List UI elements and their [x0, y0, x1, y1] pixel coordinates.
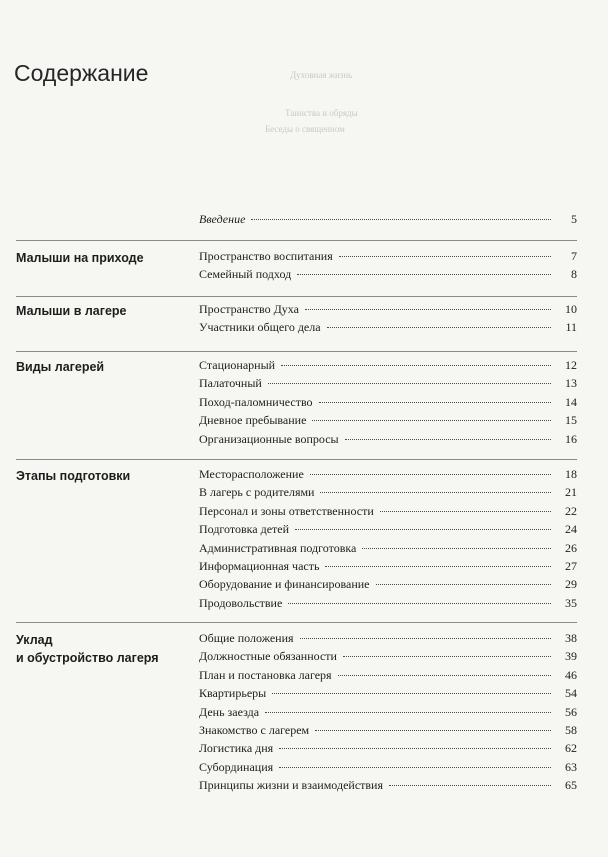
- toc-entry[interactable]: [199, 413, 577, 431]
- toc-entry[interactable]: [199, 760, 577, 778]
- toc-entry-label: Стационарный: [199, 358, 276, 372]
- section-title: Малыши на приходе: [16, 251, 144, 265]
- section-divider: [16, 459, 577, 460]
- toc-entry[interactable]: [199, 376, 577, 394]
- toc-entry[interactable]: [199, 559, 577, 577]
- toc-entry[interactable]: [199, 485, 577, 503]
- toc-intro-entry[interactable]: [199, 212, 577, 227]
- bleed-through-text: Таинства и обряды: [285, 108, 358, 118]
- section-divider: [16, 240, 577, 241]
- leader-dots: [325, 566, 551, 567]
- toc-entry-label: Персонал и зоны ответственности: [199, 503, 374, 518]
- section-title: Виды лагерей: [16, 360, 105, 374]
- toc-entry-label: В лагерь с родителями: [199, 485, 315, 500]
- toc-entry[interactable]: [199, 723, 577, 741]
- toc-entry-page: 12: [565, 358, 577, 372]
- toc-entry-page: 11: [565, 320, 577, 335]
- toc-entry-label: Логистика дня: [199, 741, 274, 756]
- toc-entry-page: 5: [571, 212, 577, 226]
- toc-entry[interactable]: [199, 432, 577, 450]
- toc-entry-label: Пространство Духа: [199, 302, 299, 316]
- toc-entry-page: 7: [571, 249, 577, 263]
- leader-dots: [295, 529, 551, 530]
- toc-entry-label: Месторасположение: [199, 467, 304, 481]
- toc-entry[interactable]: [199, 668, 577, 686]
- toc-entry-label: Пространство воспитания: [199, 249, 333, 263]
- toc-entry-label: Палаточный: [199, 376, 262, 391]
- toc-entry-page: 24: [565, 522, 577, 537]
- toc-entry-label: Принципы жизни и взаимодействия: [199, 778, 383, 793]
- leader-dots: [265, 712, 551, 713]
- toc-entry[interactable]: [199, 541, 577, 559]
- toc-entry-page: 39: [565, 649, 577, 664]
- toc-entry-label: Административная подготовка: [199, 540, 357, 555]
- leader-dots: [272, 693, 551, 694]
- toc-entry-page: 65: [565, 778, 577, 793]
- toc-entry-page: 63: [565, 759, 577, 774]
- section-divider: [16, 351, 577, 352]
- section-divider: [16, 622, 577, 623]
- toc-entry[interactable]: [199, 320, 577, 338]
- section-title: Этапы подготовки: [16, 469, 131, 483]
- leader-dots: [305, 309, 551, 310]
- section-divider: [16, 296, 577, 297]
- toc-entry[interactable]: [199, 395, 577, 413]
- toc-entry-page: 16: [565, 431, 577, 446]
- toc-entry[interactable]: [199, 649, 577, 667]
- section-title: Малыши в лагере: [16, 304, 127, 318]
- toc-entry-label: Организационные вопросы: [199, 431, 339, 446]
- leader-dots: [362, 548, 551, 549]
- toc-entry-label: Дневное пребывание: [199, 413, 307, 428]
- toc-entry-label: Продовольствие: [199, 595, 283, 610]
- toc-entry-page: 15: [565, 413, 577, 428]
- toc-entry[interactable]: [199, 577, 577, 595]
- toc-entry-label: Общие положения: [199, 631, 294, 645]
- toc-entry-label: Информационная часть: [199, 558, 320, 573]
- toc-entry-label: Поход-паломничество: [199, 394, 313, 409]
- toc-entry[interactable]: [199, 358, 577, 376]
- toc-entry[interactable]: [199, 267, 577, 285]
- toc-entry-page: 35: [565, 595, 577, 610]
- toc-entry[interactable]: [199, 522, 577, 540]
- toc-entry-label: Знакомство с лагерем: [199, 722, 310, 737]
- toc-entry[interactable]: [199, 705, 577, 723]
- toc-entry[interactable]: [199, 741, 577, 759]
- toc-entry-label: День заезда: [199, 704, 260, 719]
- toc-entry-label: План и постановка лагеря: [199, 667, 332, 682]
- toc-entry-label: Подготовка детей: [199, 522, 290, 537]
- toc-entry-label: Квартирьеры: [199, 686, 267, 701]
- toc-entry-page: 22: [565, 503, 577, 518]
- section-title: Уклад и обустройство лагеря: [16, 633, 159, 665]
- toc-entry-page: 18: [565, 467, 577, 481]
- leader-dots: [268, 383, 551, 384]
- bleed-through-text: Беседы о священном: [265, 124, 345, 134]
- toc-entry[interactable]: [199, 302, 577, 320]
- bleed-through-text: Духовная жизнь: [290, 70, 353, 80]
- toc-entry-label: Субординация: [199, 759, 274, 774]
- leader-dots: [320, 492, 551, 493]
- leader-dots: [339, 256, 551, 257]
- leader-dots: [312, 420, 551, 421]
- toc-entry-page: 56: [565, 704, 577, 719]
- toc-entry-label: Семейный подход: [199, 267, 292, 282]
- toc-entry-label: Участники общего дела: [199, 320, 321, 335]
- page-title: Содержание: [14, 60, 149, 86]
- toc-entry[interactable]: [199, 249, 577, 267]
- toc-entry-page: 38: [565, 631, 577, 645]
- toc-entry-page: 10: [565, 302, 577, 316]
- leader-dots: [319, 402, 551, 403]
- leader-dots: [279, 767, 551, 768]
- toc-entry-label: Оборудование и финансирование: [199, 577, 370, 592]
- toc-entry-page: 26: [565, 540, 577, 555]
- leader-dots: [281, 365, 551, 366]
- toc-entry-page: 8: [571, 267, 577, 282]
- toc-entry-page: 27: [565, 558, 577, 573]
- toc-entry-page: 62: [565, 741, 577, 756]
- toc-entry[interactable]: [199, 686, 577, 704]
- leader-dots: [315, 730, 551, 731]
- toc-entry-page: 21: [565, 485, 577, 500]
- toc-entry[interactable]: [199, 631, 577, 649]
- leader-dots: [300, 638, 551, 639]
- toc-entry-label: Введение: [199, 212, 246, 226]
- leader-dots: [380, 511, 551, 512]
- toc-entry-page: 58: [565, 722, 577, 737]
- leader-dots: [297, 274, 551, 275]
- leader-dots: [376, 584, 551, 585]
- toc-entry[interactable]: [199, 778, 577, 796]
- toc-entry-page: 14: [565, 394, 577, 409]
- toc-entry[interactable]: [199, 467, 577, 485]
- leader-dots: [343, 656, 551, 657]
- toc-entry-page: 46: [565, 667, 577, 682]
- leader-dots: [251, 219, 551, 220]
- toc-entry-page: 54: [565, 686, 577, 701]
- leader-dots: [327, 327, 551, 328]
- toc-entry-page: 13: [565, 376, 577, 391]
- leader-dots: [389, 785, 551, 786]
- leader-dots: [310, 474, 551, 475]
- leader-dots: [288, 603, 551, 604]
- toc-entry[interactable]: [199, 596, 577, 614]
- leader-dots: [338, 675, 551, 676]
- toc-entry-label: Должностные обязанности: [199, 649, 337, 664]
- leader-dots: [279, 748, 551, 749]
- toc-entry-page: 29: [565, 577, 577, 592]
- toc-entry[interactable]: [199, 504, 577, 522]
- leader-dots: [345, 439, 551, 440]
